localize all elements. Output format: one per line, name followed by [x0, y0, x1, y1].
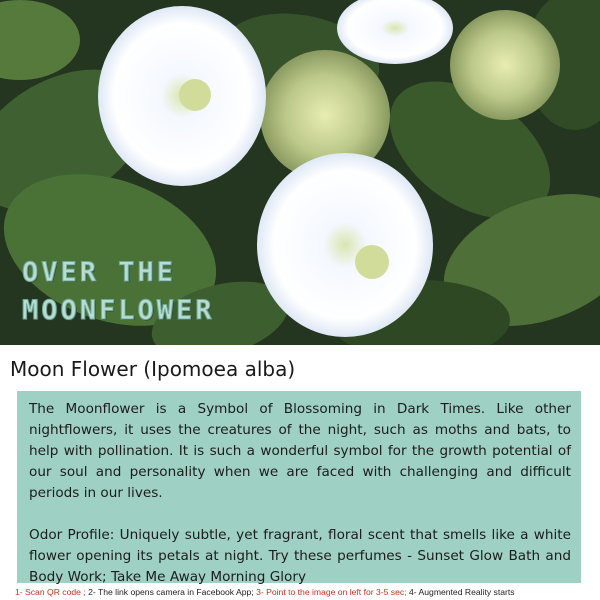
description-paragraph-2: Odor Profile: Uniquely subtle, yet fragrant, floral scent that smells like a white flower opening its petals at night. Try these perfumes - Sunset Glow Bath and Body Work; Take Me Away Morning Glory [29, 527, 571, 585]
overlay-title [22, 254, 322, 330]
description-paragraph-1: The Moonflower is a Symbol of Blossoming in Dark Times. Like other nightflowers, it uses the creatures of the night, such as moths and bats, to help with pollination. It is such a wonderful symbol for the growth potential of our soul and personality when we are faced with challenging and difficult periods in our lives. [29, 401, 571, 501]
overlay-title-line1: OVER THE [22, 257, 177, 288]
overlay-title-line2: MOONFLOWER [22, 295, 215, 326]
description-box [17, 391, 581, 583]
instruction-step-3: 3- Point to the image on left for 3-5 sec; [256, 587, 407, 597]
ar-instructions [15, 587, 515, 597]
instruction-step-4: 4- Augmented Reality starts [408, 587, 515, 597]
moonflower-left [98, 6, 266, 186]
instruction-step-1: 1- Scan QR code ; [15, 587, 86, 597]
instruction-step-2: 2- The link opens camera in Facebook App; [88, 587, 254, 597]
page-title: Moon Flower (Ipomoea alba) [10, 357, 296, 381]
